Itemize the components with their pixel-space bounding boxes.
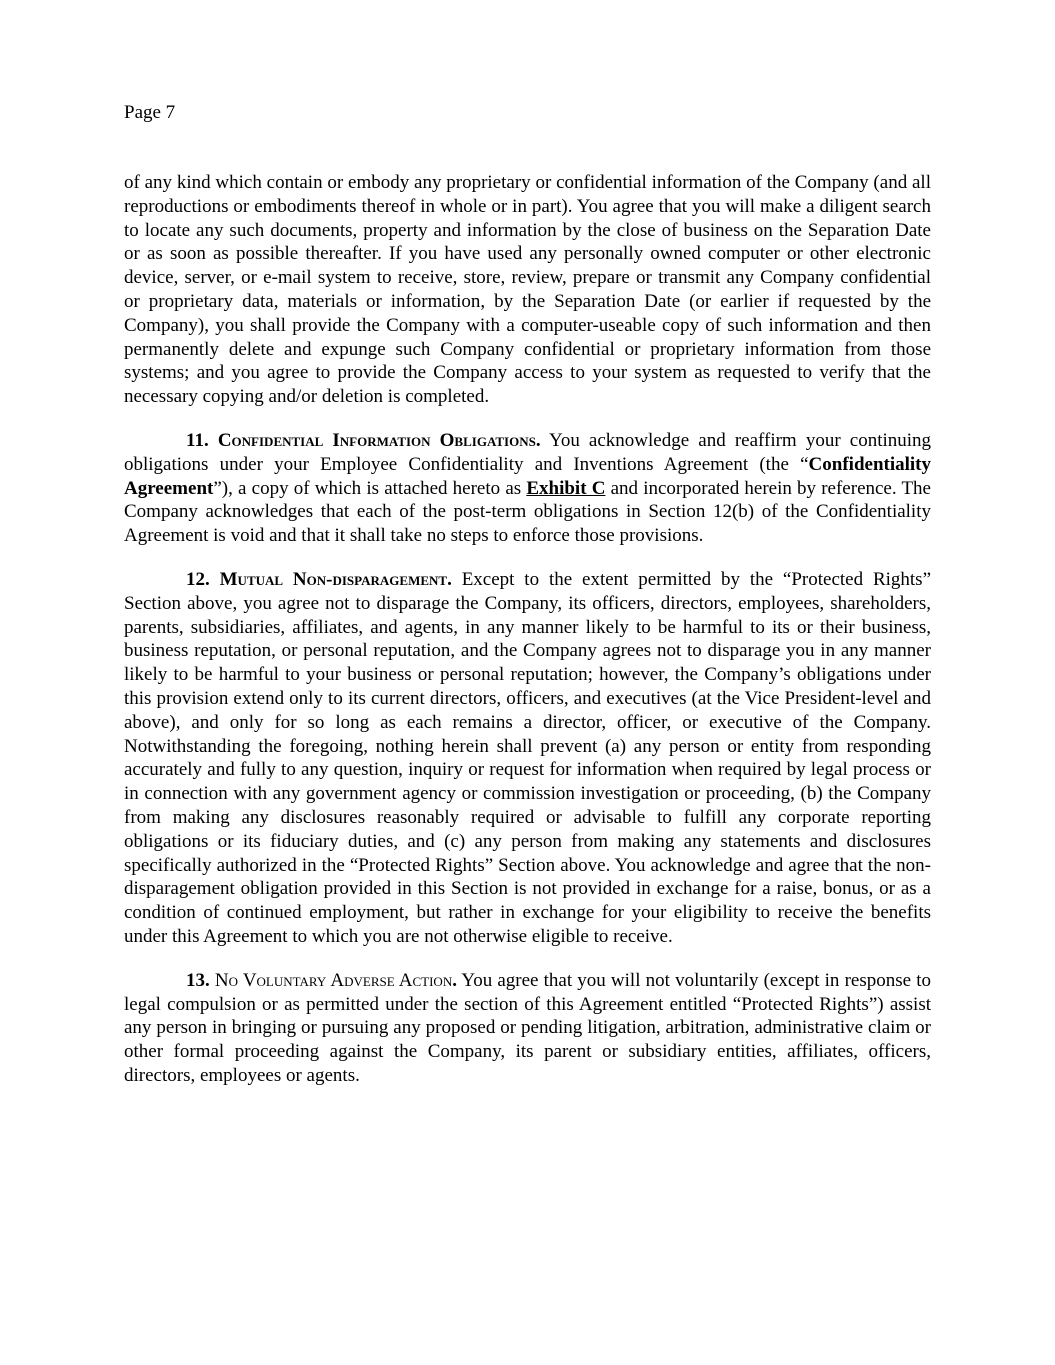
- document-body: [124, 171, 931, 1108]
- section-12-title: Mutual Non-disparagement.: [219, 568, 452, 590]
- section-11-text-3: and incorporated herein by reference. The Company acknowledges that each of the post-term obligations in Section 12(b) of the Confidentiality Agreement is void and that it shall take no steps to enforce those provisions.: [124, 477, 931, 547]
- section-13-title: No Voluntary Adverse Action: [214, 969, 453, 991]
- continuation-paragraph: of any kind which contain or embody any proprietary or confidential information of the Company (and all reproductions or embodiments thereof in whole or in part). You agree that you will make a diligent search to locate any such documents, property and information by the close of business on the Separation Date or as soon as possible thereafter. If you have used any personally owned computer or other electronic device, server, or e-mail system to receive, store, review, prepare or transmit any Company confidential or proprietary data, materials or information, by the Separation Date (or earlier if requested by the Company), you shall provide the Company with a computer-useable copy of such information and then permanently delete and expunge such Company confidential or proprietary information from those systems; and you agree to provide the Company access to your system as requested to verify that the necessary copying and/or deletion is completed.: [124, 172, 931, 408]
- exhibit-c-reference: Exhibit C: [526, 477, 606, 499]
- section-13-text: You agree that you will not voluntarily (except in response to legal compulsion or as permitted under the section of this Agreement entitled “Protected Rights”) assist any person in bringing or pursuing any proposed or pending litigation, arbitration, administrative claim or other formal proceeding against the Company, its parent or subsidiary entities, affiliates, officers, directors, employees or agents.: [124, 969, 931, 1086]
- section-13-number: 13.: [186, 969, 210, 991]
- section-12-paragraph: [124, 568, 931, 949]
- section-12-number: 12.: [186, 568, 210, 590]
- page-number: Page 7: [124, 102, 176, 123]
- section-11-text-1: You acknowledge and reaffirm your continuing obligations under your Employee Confidentiality and Inventions Agreement (the “: [124, 429, 932, 475]
- section-12-text: Except to the extent permitted by the “Protected Rights” Section above, you agree not to disparage the Company, its officers, directors, employees, shareholders, parents, subsidiaries, affiliates, and agents, in any manner likely to be harmful to its or their business, business reputation, or personal reputation, and the Company agrees not to disparage you in any manner likely to be harmful to your business or personal reputation; however, the Company’s obligations under this provision extend only to its current directors, officers, and executives (at the Vice President-level and above), and only for so long as each remains a director, officer, or executive of the Company. Notwithstanding the foregoing, nothing herein shall prevent (a) any person or entity from responding accurately and fully to any question, inquiry or request for information when required by legal process or in connection with any government agency or commission investigation or proceeding, (b) the Company from making any disclosures reasonably required or advisable to fulfill any corporate reporting obligations or its fiduciary duties, and (c) any person from making any statements and disclosures specifically authorized in the “Protected Rights” Section above. You acknowledge and agree that the non-disparagement obligation provided in this Section is not provided in exchange for a raise, bonus, or as a condition of continued employment, but rather in exchange for your eligibility to receive the benefits under this Agreement to which you are not otherwise eligible to receive.: [124, 568, 932, 947]
- confidentiality-agreement-term: Confidentiality Agreement: [124, 453, 931, 499]
- section-13-paragraph: [124, 969, 931, 1088]
- section-13-title-period: .: [452, 969, 457, 991]
- section-11-number: 11.: [186, 429, 209, 451]
- section-11-title: Confidential Information Obligations.: [217, 429, 541, 451]
- section-11-paragraph: [124, 429, 931, 548]
- section-11-text-2: ”), a copy of which is attached hereto as: [213, 477, 527, 499]
